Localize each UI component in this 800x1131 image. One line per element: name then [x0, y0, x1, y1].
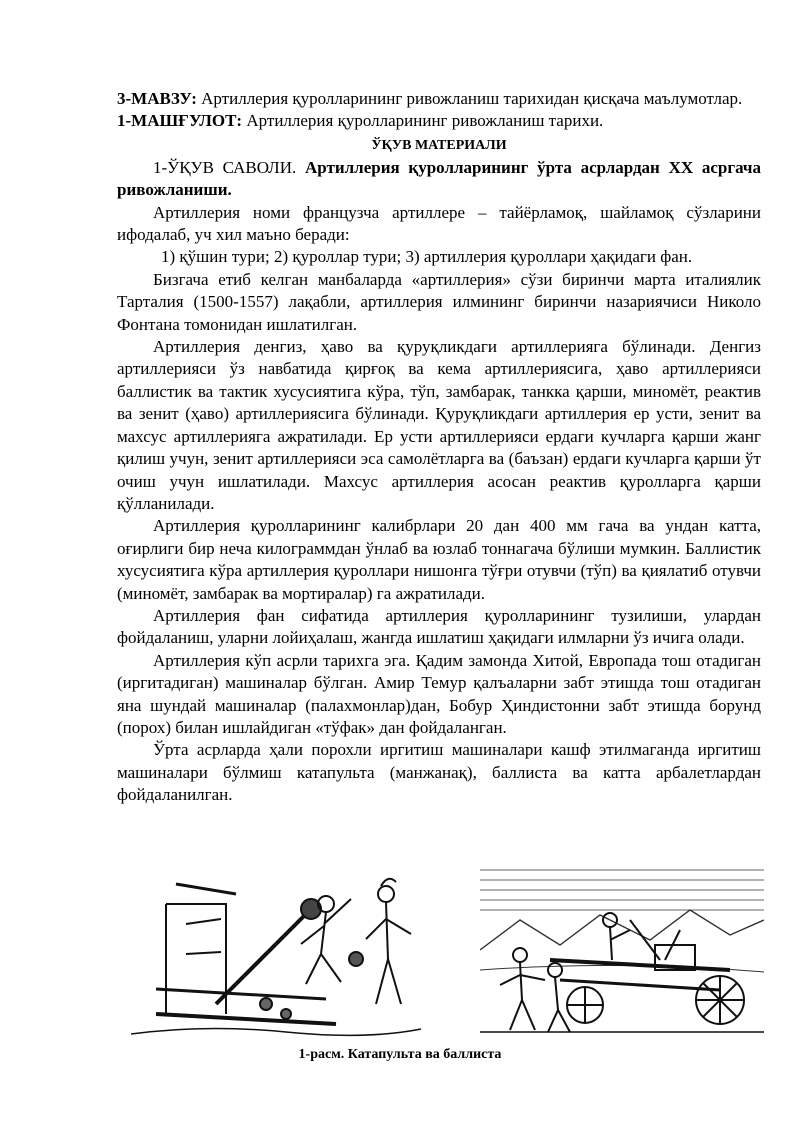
topic-line [117, 88, 761, 110]
paragraph-5: Артиллерия фан сифатида артиллерия қуролларининг тузилиши, улардан фойдаланиш, уларни лойиҳалаш, жангда ишлатиш ҳақидаги илмларни ўз ичига олади. [117, 605, 761, 648]
paragraph-6: Артиллерия кўп асрли тарихга эга. Қадим замонда Хитой, Европада тош отадиган (иргитадиган) машиналар бўлган. Амир Темур қалъаларни забт этишда тош отадиган яна шундай машиналар (палахмонлар)дан, Бобур Ҳиндистонни забт этишда борунд (порох) билан ишлайдиган «тўфак» дан фойдаланган. [117, 650, 761, 737]
question-title: Артиллерия қуролларининг ўрта асрлардан XX асргача ривожланиши. [117, 157, 761, 200]
paragraph-2: Бизгача етиб келган манбаларда «артиллерия» сўзи биринчи марта италиялик Тарталия (1500-1557) лақабли, артиллерия илмининг биринчи назариячиси Николо Фонтана томонидан ишлатилган. [117, 269, 761, 334]
catapult-illustration [126, 864, 426, 1040]
question-line [117, 157, 761, 202]
question-label: 1-ЎҚУВ САВОЛИ. [153, 157, 305, 177]
topic-text: Артиллерия қуролларининг ривожланиш тарихидан қисқача маълумотлар. [196, 89, 743, 108]
paragraph-7: Ўрта асрларда ҳали порохли иргитиш машиналари кашф этилмаганда иргитиш машиналари бўлмиш катапульта (манжанақ), баллиста ва катта арбалетлардан фойдаланилган. [117, 740, 761, 805]
lesson-line [117, 110, 761, 132]
ballista-illustration [480, 860, 764, 1036]
paragraph-3: Артиллерия денгиз, ҳаво ва қуруқликдаги артиллерияга бўлинади. Денгиз артиллерияси ўз навбатида қирғоқ ва кема артиллериясига, ҳаво артиллерияси баллистик ва тактик хусусиятига кўра, тўп, замбарак, танкка қарши, миномёт, реактив ва зенит (ҳаво) артиллериясига бўлинади. Қуруқликдаги артиллерия ер усти, зенит ва махсус артиллерияга ажратилади. Ер усти артиллерияси ердаги кучларга қарши жанг қилиш учун, зенит артиллерияси эса самолётларга ва (баъзан) ердаги кучларга қарши ўт очиш учун ишлатилади. Махсус артиллерия асосан реактив қуролларга қарши қўлланилади. [117, 337, 761, 513]
topic-label: 3-МАВЗУ: [117, 89, 197, 108]
paragraph-4: Артиллерия қуролларининг калибрлари 20 дан 400 мм гача ва ундан катта, оғирлиги бир неча килограммдан ўнлаб ва юзлаб тоннагача бўлиши мумкин. Баллистик хусусиятига кўра артиллерия қуроллари нишонга тўғри отувчи (тўп) ва қиялатиб отувчи (миномёт, замбарак ва мортиралар) га ажратилади. [117, 516, 761, 603]
lesson-label: 1-МАШҒУЛОТ: [117, 111, 243, 131]
section-heading: ЎҚУВ МАТЕРИАЛИ [371, 137, 507, 153]
figure-row [120, 860, 770, 1040]
paragraph-1-list: 1) қўшин тури; 2) қуроллар тури; 3) артиллерия қуроллари ҳақидаги фан. [161, 247, 693, 267]
lesson-text: Артиллерия қуролларининг ривожланиш тарихи. [242, 111, 604, 131]
figure-caption: 1-расм. Катапульта ва баллиста [298, 1047, 502, 1062]
paragraph-1: Артиллерия номи французча артиллере – тайёрламоқ, шайламоқ сўзларини ифодалаб, уч хил маъно беради: [117, 202, 761, 245]
document-body [117, 88, 761, 807]
